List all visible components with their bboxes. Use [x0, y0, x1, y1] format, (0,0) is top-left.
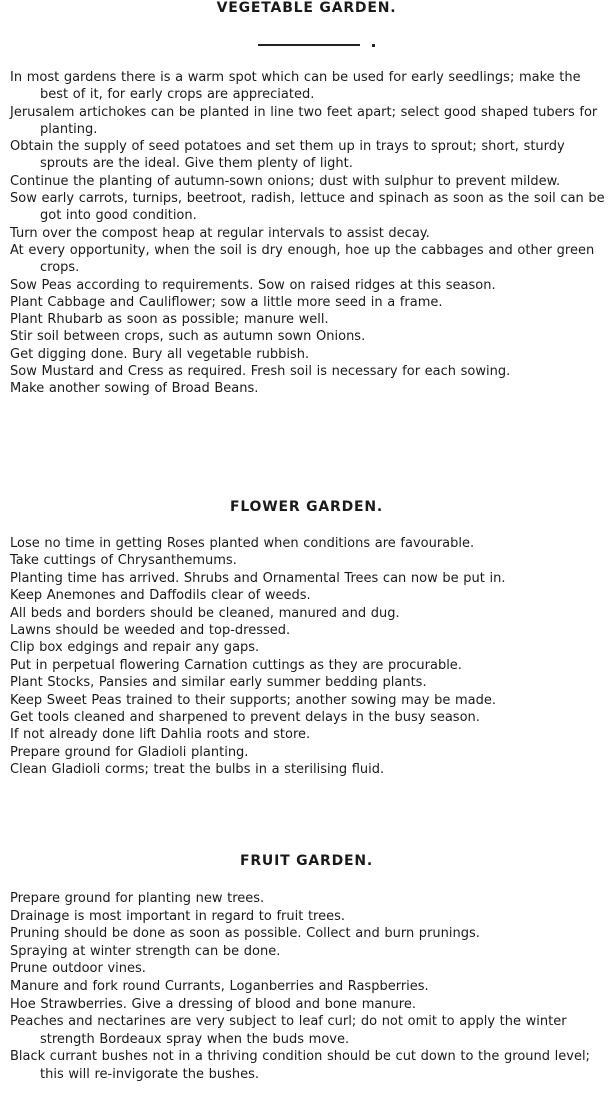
- list-item: Spraying at winter strength can be done.: [10, 943, 281, 959]
- list-item: In most gardens there is a warm spot which can be used for early seedlings; make the best of it, for early crops are appreciated.: [10, 70, 581, 103]
- list-item: Sow early carrots, turnips, beetroot, radish, lettuce and spinach as soon as the soil can be got into good condition.: [10, 191, 605, 224]
- list-item: Prepare ground for Gladioli planting.: [10, 744, 249, 760]
- list-item: Keep Sweet Peas trained to their supports; another sowing may be made.: [10, 692, 496, 708]
- list-item: Peaches and nectarines are very subject to leaf curl; do not omit to apply the winter strength Bordeaux spray when the buds move.: [10, 1014, 567, 1047]
- list-item: Lawns should be weeded and top-dressed.: [10, 623, 291, 639]
- list-item: Manure and fork round Currants, Loganberries and Raspberries.: [10, 978, 429, 994]
- list-item: Keep Anemones and Daffodils clear of weeds.: [10, 588, 311, 604]
- title-divider-dot: [372, 44, 375, 47]
- list-item: Plant Stocks, Pansies and similar early summer bedding plants.: [10, 675, 427, 691]
- flower-garden-list: [10, 535, 613, 779]
- list-item: Stir soil between crops, such as autumn sown Onions.: [10, 329, 366, 345]
- list-item: At every opportunity, when the soil is dry enough, hoe up the cabbages and other green crops.: [10, 242, 595, 276]
- list-item: Sow Peas according to requirements. Sow on raised ridges at this season.: [10, 277, 496, 293]
- list-item: If not already done lift Dahlia roots and store.: [10, 727, 311, 743]
- list-item: Get digging done. Bury all vegetable rubbish.: [10, 346, 310, 362]
- list-item: Make another sowing of Broad Beans.: [10, 381, 259, 397]
- list-item: Put in perpetual flowering Carnation cuttings as they are procurable.: [10, 657, 462, 673]
- list-item: Clip box edgings and repair any gaps.: [10, 640, 260, 656]
- list-item: Obtain the supply of seed potatoes and set them up in trays to sprout; short, sturdy sprouts are the ideal. Give them plenty of light.: [10, 139, 565, 172]
- list-item: Black currant bushes not in a thriving condition should be cut down to the ground level; this will re-invigorate the bushes.: [10, 1049, 590, 1082]
- list-item: Plant Rhubarb as soon as possible; manure well.: [10, 312, 329, 328]
- list-item: Turn over the compost heap at regular intervals to assist decay.: [10, 225, 430, 241]
- list-item: Clean Gladioli corms; treat the bulbs in a sterilising fluid.: [10, 762, 385, 778]
- list-item: Prune outdoor vines.: [10, 961, 146, 977]
- list-item: Drainage is most important in regard to fruit trees.: [10, 908, 346, 924]
- list-item: Sow Mustard and Cress as required. Fresh soil is necessary for each sowing.: [10, 364, 511, 380]
- list-item: Lose no time in getting Roses planted when conditions are favourable.: [10, 536, 475, 551]
- list-item: Hoe Strawberries. Give a dressing of blood and bone manure.: [10, 996, 416, 1012]
- vegetable-garden-list: [10, 69, 613, 398]
- list-item: All beds and borders should be cleaned, manured and dug.: [10, 605, 400, 621]
- list-item: Pruning should be done as soon as possible. Collect and burn prunings.: [10, 926, 480, 942]
- vegetable-garden-title: VEGETABLE GARDEN.: [216, 0, 397, 16]
- list-item: Get tools cleaned and sharpened to prevent delays in the busy season.: [10, 710, 480, 726]
- list-item: Jerusalem artichokes can be planted in line two feet apart; select good shaped tubers for planting.: [10, 104, 598, 137]
- list-item: Continue the planting of autumn-sown onions; dust with sulphur to prevent mildew.: [10, 173, 561, 189]
- list-item: Prepare ground for planting new trees.: [10, 891, 265, 906]
- list-item: Plant Cabbage and Cauliflower; sow a little more seed in a frame.: [10, 294, 443, 310]
- title-divider: [258, 44, 360, 46]
- flower-garden-title: FLOWER GARDEN.: [229, 499, 384, 515]
- list-item: Take cuttings of Chrysanthemums.: [10, 553, 237, 569]
- list-item: Planting time has arrived. Shrubs and Ornamental Trees can now be put in.: [10, 570, 506, 586]
- fruit-garden-list: [10, 890, 613, 1084]
- fruit-garden-title: FRUIT GARDEN.: [239, 853, 374, 869]
